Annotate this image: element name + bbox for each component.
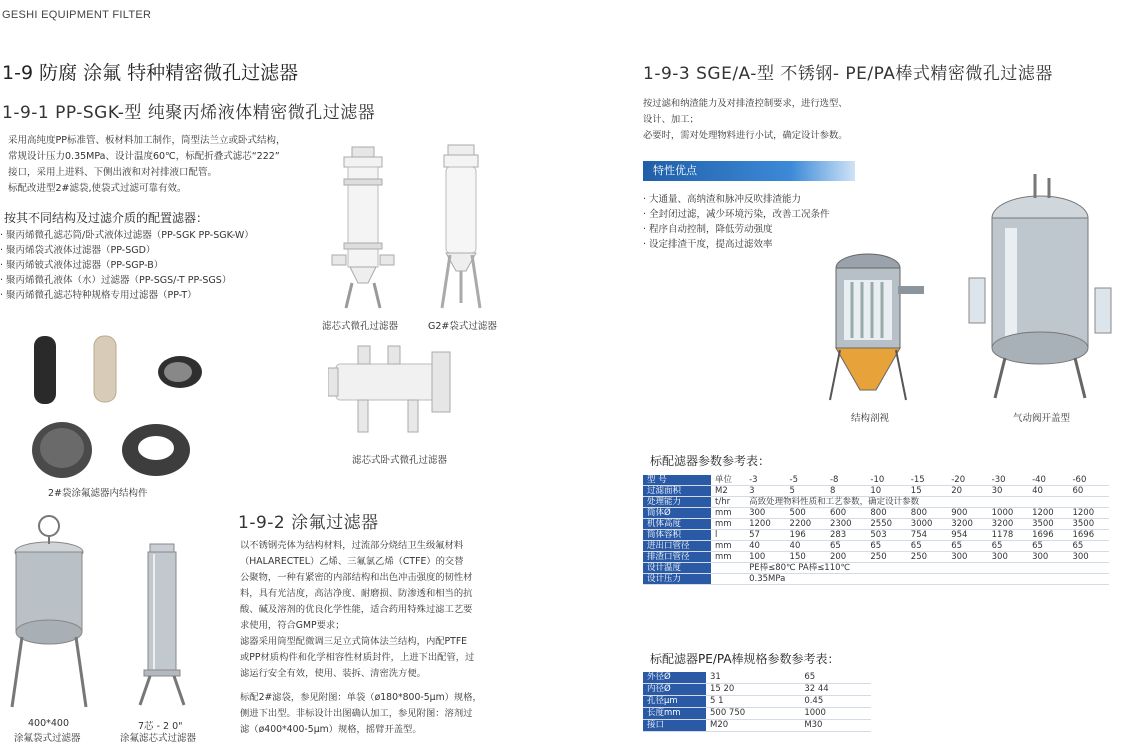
table-cell: -20	[947, 475, 987, 486]
table-cell: 32 44	[800, 684, 871, 696]
table-cell: 900	[947, 508, 987, 519]
table-cell: -3	[745, 475, 785, 486]
body-line: 必要时，需对处理物料进行小试，确定设计参数。	[643, 130, 848, 141]
caption-g2: G2#袋式过滤器	[428, 321, 497, 332]
body-line: 标配2#滤袋，参见附图：单袋（ø180*800-5μm）规格，	[240, 692, 482, 703]
table-cell: 65	[826, 541, 866, 552]
table-cell: 15	[907, 486, 947, 497]
body-line: 酸、碱及溶剂的优良化学性能，适合药用特殊过滤工艺要	[240, 604, 473, 615]
row-header-cell: 孔径μm	[643, 696, 706, 708]
body-line: （HALARECTEL）乙烯、三氟氯乙烯（CTFE）的交替	[240, 556, 464, 567]
table-cell: -10	[866, 475, 906, 486]
body-line: 标配改进型2#滤袋,使袋式过滤可靠有效。	[8, 183, 187, 194]
table-row	[643, 672, 871, 684]
body-line: 公聚物，一种有紧密的内部结构和出色冲击强度的韧性材	[240, 572, 473, 583]
caption-bag-size: 400*400	[28, 718, 70, 729]
table-cell: 3200	[988, 519, 1028, 530]
table-cell: -30	[988, 475, 1028, 486]
table-cell: 800	[866, 508, 906, 519]
row-header-cell: 内径Ø	[643, 684, 706, 696]
body-line	[240, 682, 515, 690]
caption-structure: 结构剖视	[851, 413, 890, 424]
caption-cartridge: 滤芯式微孔过滤器	[322, 321, 399, 332]
table-cell: mm	[711, 519, 745, 530]
caption-pneumatic: 气动阀开盖型	[1013, 413, 1071, 424]
table-cell: 10	[866, 486, 906, 497]
filter-parts-image	[26, 332, 216, 482]
table-cell: 1200	[1068, 508, 1109, 519]
table-cell: 300	[988, 552, 1028, 563]
list-item: · 全封闭过滤，减少环境污染，改善工况条件	[643, 209, 830, 220]
table-cell: 250	[907, 552, 947, 563]
table-cell: 65	[907, 541, 947, 552]
table-cell: 754	[907, 530, 947, 541]
table-cell: PE棒≤80℃ PA棒≤110℃	[745, 563, 1109, 574]
table-cell: 300	[1068, 552, 1109, 563]
table1-title: 标配滤器参数参考表：	[650, 454, 771, 468]
table-cell: 250	[866, 552, 906, 563]
table2-title: 标配滤器PE/PA棒规格参数参考表：	[650, 652, 840, 666]
table-row	[643, 708, 871, 720]
body-line: 或PP材质构件和化学相容性材质封件，上进下出配管，过	[240, 652, 475, 663]
table-row	[643, 530, 1109, 541]
table-cell: 31	[706, 672, 800, 684]
table-cell: 60	[1068, 486, 1109, 497]
steel-bag-filter-image	[4, 512, 94, 712]
list-item: · 聚丙烯微孔滤芯筒/卧式液体过滤器（PP-SGK PP-SGK-W）	[0, 230, 254, 241]
table-row	[643, 475, 1109, 486]
table-row	[643, 684, 871, 696]
advantages-list	[643, 192, 830, 252]
section-1-title: 1-9-1 PP-SGK-型 纯聚丙烯液体精密微孔过滤器	[2, 103, 376, 123]
table-cell: 2550	[866, 519, 906, 530]
table-cell: 15 20	[706, 684, 800, 696]
table-cell: l	[711, 530, 745, 541]
config-list	[0, 228, 254, 303]
table-cell: 1178	[988, 530, 1028, 541]
table-row	[643, 574, 1109, 585]
body-line: 滤（ø400*400-5μm）规格，摇臂开盖型。	[240, 724, 422, 735]
row-header-cell: 设计温度	[643, 563, 711, 574]
table-row	[643, 720, 871, 732]
row-header-cell: 外径Ø	[643, 672, 706, 684]
params-table	[643, 475, 1109, 585]
table-cell: 300	[745, 508, 785, 519]
table-cell: 8	[826, 486, 866, 497]
caption-core-name: 涂氟滤芯式过滤器	[120, 733, 197, 744]
table-row	[643, 696, 871, 708]
table-cell: mm	[711, 508, 745, 519]
table-cell: 1000	[800, 708, 871, 720]
row-header-cell: 进出口管径	[643, 541, 711, 552]
table-cell: 1200	[1028, 508, 1068, 519]
table-cell: 100	[745, 552, 785, 563]
table-cell: M30	[800, 720, 871, 732]
list-item: · 大通量、高纳渣和脉冲反吹排渣能力	[643, 194, 802, 205]
body-line: 滤运行安全有效，使用、装拆、清密洗方便。	[240, 668, 426, 679]
table-cell	[711, 563, 745, 574]
bag-filter-image	[432, 143, 492, 313]
table-cell: 1696	[1028, 530, 1068, 541]
table-cell: -40	[1028, 475, 1068, 486]
table-cell	[711, 574, 745, 585]
horizontal-filter-image	[328, 342, 463, 437]
table-cell: M2	[711, 486, 745, 497]
table-cell: 3	[745, 486, 785, 497]
advantages-banner: 特性优点	[643, 161, 855, 181]
table-cell: 65	[947, 541, 987, 552]
row-header-cell: 长度mm	[643, 708, 706, 720]
caption-parts: 2#袋涂氟滤器内结构件	[48, 488, 148, 499]
body-line: 求使用，符合GMP要求；	[240, 620, 345, 631]
config-title: 按其不同结构及过滤介质的配置滤器：	[4, 211, 209, 225]
section-1-body	[8, 133, 318, 197]
row-header-cell: 设计压力	[643, 574, 711, 585]
table-cell: 300	[947, 552, 987, 563]
table-cell: 500	[786, 508, 826, 519]
table-cell: 3500	[1068, 519, 1109, 530]
table-cell: 3000	[907, 519, 947, 530]
rod-spec-table	[643, 672, 871, 732]
section-main-title: 1-9 防腐 涂氟 特种精密微孔过滤器	[2, 62, 299, 84]
table-cell: 单位	[711, 475, 745, 486]
list-item: · 程序自动控制，降低劳动强度	[643, 224, 773, 235]
cartridge-filter-image	[330, 143, 405, 313]
list-item: · 聚丙烯微孔液体（水）过滤器（PP-SGS/-T PP-SGS）	[0, 275, 232, 286]
table-cell: 30	[988, 486, 1028, 497]
table-cell: mm	[711, 552, 745, 563]
table-cell: 65	[988, 541, 1028, 552]
table-cell: -60	[1068, 475, 1109, 486]
table-cell: 65	[1028, 541, 1068, 552]
body-line: 以不锈钢壳体为结构材料，过流部分烧结卫生级氟材料	[240, 540, 464, 551]
section-3-title: 1-9-3 SGE/A-型 不锈钢- PE/PA棒式精密微孔过滤器	[643, 64, 1053, 84]
table-row	[643, 552, 1109, 563]
table-cell: 200	[826, 552, 866, 563]
body-line: 接口，采用上进料、下侧出液和对衬排液口配管。	[8, 167, 218, 178]
table-cell: 5	[786, 486, 826, 497]
caption-horizontal: 滤芯式卧式微孔过滤器	[352, 455, 448, 466]
brand-header: GESHI EQUIPMENT FILTER	[2, 9, 152, 21]
caption-bag-name: 涂氟袋式过滤器	[14, 733, 81, 744]
table-row	[643, 486, 1109, 497]
table-cell: -5	[786, 475, 826, 486]
table-cell: 1696	[1068, 530, 1109, 541]
table-cell: 500 750	[706, 708, 800, 720]
body-line: 采用高纯度PP标准管、板材料加工制作，筒型法兰立或卧式结构，	[8, 135, 286, 146]
steel-core-filter-image	[132, 540, 192, 710]
table-cell: 40	[1028, 486, 1068, 497]
body-line: 设计、加工；	[643, 114, 699, 125]
body-line: 侧进下出型。非标设计出图确认加工，参见附图：溶剂过	[240, 708, 473, 719]
table-cell: 5 1	[706, 696, 800, 708]
row-header-cell: 排渣口管径	[643, 552, 711, 563]
table-cell: 3500	[1028, 519, 1068, 530]
table-cell: 300	[1028, 552, 1068, 563]
table-cell: M20	[706, 720, 800, 732]
table-row	[643, 497, 1109, 508]
table-cell: 57	[745, 530, 785, 541]
table-cell: 0.35MPa	[745, 574, 1109, 585]
body-line: 按过滤和纳渣能力及对排渣控制要求，进行选型、	[643, 98, 848, 109]
table-cell: 3200	[947, 519, 987, 530]
table-cell: 65	[800, 672, 871, 684]
row-header-cell: 过滤面积	[643, 486, 711, 497]
table-cell: -15	[907, 475, 947, 486]
table-cell: 600	[826, 508, 866, 519]
table-cell: 954	[947, 530, 987, 541]
table-cell: 2200	[786, 519, 826, 530]
list-item: · 聚丙烯铍式液体过滤器（PP-SGP-B）	[0, 260, 164, 271]
table-cell: 40	[786, 541, 826, 552]
table-cell: 1000	[988, 508, 1028, 519]
table-cell: 800	[907, 508, 947, 519]
table-cell: 283	[826, 530, 866, 541]
body-line: 滤器采用筒型配微调三足立式筒体法兰结构，内配PTFE	[240, 636, 468, 647]
table-cell: 0.45	[800, 696, 871, 708]
table-cell: 20	[947, 486, 987, 497]
list-item: · 聚丙烯袋式液体过滤器（PP-SGD）	[0, 245, 156, 256]
list-item: · 设定排渣干度，提高过滤效率	[643, 239, 773, 250]
table-row	[643, 541, 1109, 552]
table-cell: 1200	[745, 519, 785, 530]
table-row	[643, 519, 1109, 530]
table-cell: 65	[866, 541, 906, 552]
section-2-title: 1-9-2 涂氟过滤器	[238, 513, 379, 533]
row-header-cell: 机体高度	[643, 519, 711, 530]
table-cell: -8	[826, 475, 866, 486]
table-cell: 150	[786, 552, 826, 563]
pneumatic-filter-image	[965, 168, 1115, 403]
table-cell: 65	[1068, 541, 1109, 552]
structure-cutaway-image	[818, 240, 928, 405]
table-cell: 503	[866, 530, 906, 541]
table-row	[643, 563, 1109, 574]
table-cell: 2300	[826, 519, 866, 530]
list-item: · 聚丙烯微孔滤芯特种规格专用过滤器（PP-T）	[0, 290, 197, 301]
row-header-cell: 型 号	[643, 475, 711, 486]
table-cell: 40	[745, 541, 785, 552]
row-header-cell: 接口	[643, 720, 706, 732]
row-header-cell: 筒体容积	[643, 530, 711, 541]
row-header-cell: 处理能力	[643, 497, 711, 508]
table-cell: t/hr	[711, 497, 745, 508]
table-cell: mm	[711, 541, 745, 552]
body-line: 料，具有光洁度，高洁净度、耐磨损、防渗透和相当的抗	[240, 588, 473, 599]
table-cell: 196	[786, 530, 826, 541]
caption-core-size: 7芯 - 2 0"	[138, 721, 183, 732]
table-row	[643, 508, 1109, 519]
body-line: 常规设计压力0.35MPa、设计温度60℃，标配折叠式滤芯“222”	[8, 151, 280, 162]
section-3-intro	[643, 96, 903, 144]
row-header-cell: 筒体Ø	[643, 508, 711, 519]
section-2-body	[240, 538, 515, 738]
table-cell: 高致处理物料性质和工艺参数，确定设计参数	[745, 497, 1109, 508]
